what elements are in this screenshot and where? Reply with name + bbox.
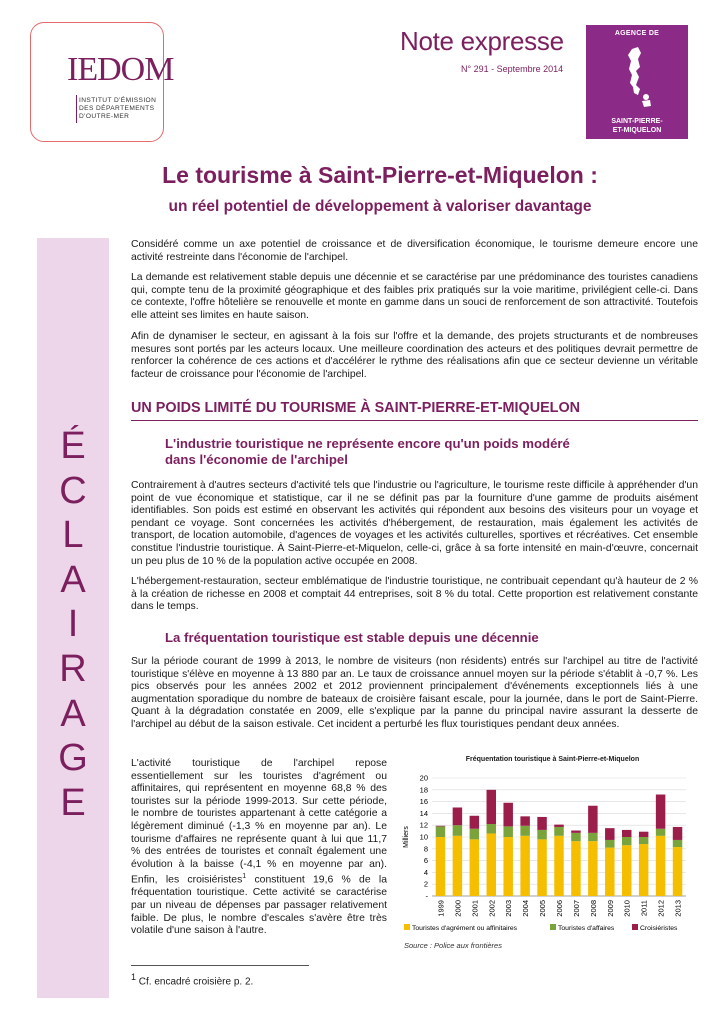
bar-segment — [605, 848, 614, 896]
page-title: Le tourisme à Saint-Pierre-et-Miquelon : — [162, 162, 598, 188]
page-subtitle: un réel potentiel de développement à valoriser davantage — [168, 198, 592, 215]
bar-segment — [656, 829, 665, 836]
logo-divider — [76, 95, 77, 123]
series-title: Note expresse — [400, 26, 564, 56]
bar-segment — [470, 816, 479, 829]
y-tick-label: 16 — [419, 797, 428, 807]
legend-label: Touristes d'agrément ou affinitaires — [412, 925, 518, 932]
bar-segment — [571, 831, 580, 833]
bar-segment — [673, 840, 682, 847]
bar-segment — [639, 837, 648, 844]
footnote: $^1$ Cf. encadré croisière p. 2. — [131, 972, 254, 988]
x-tick-label: 1999 — [436, 900, 446, 917]
x-tick-label: 2002 — [487, 900, 497, 917]
bar-segment — [639, 832, 648, 837]
bar-segment — [436, 826, 445, 837]
x-tick-label: 2011 — [639, 900, 649, 917]
footnote-ref[interactable]: 1 — [242, 873, 247, 881]
bar-segment — [503, 826, 512, 837]
chart-title: Fréquentation touristique à Saint-Pierre-et-Miquelon — [465, 756, 640, 763]
archipelago-map-icon — [616, 45, 660, 111]
x-tick-label: 2007 — [571, 900, 581, 917]
bar-segment — [554, 836, 563, 896]
bar-segment — [470, 839, 479, 896]
legend-swatch — [632, 924, 638, 930]
x-tick-label: 2005 — [538, 900, 548, 917]
subsection-heading: L'industrie touristique ne représente encore qu'un poids modéré dans l'économie de l'archipel — [165, 436, 570, 467]
bar-segment — [622, 845, 631, 896]
tourism-bar-chart — [400, 768, 700, 940]
intro-paragraph: Considéré comme un axe potentiel de croissance et de diversification économique, le tourisme demeure encore une activité restreinte dans l'économie de l'archipel. — [131, 239, 698, 263]
x-tick-label: 2013 — [673, 900, 683, 917]
bar-segment — [622, 830, 631, 837]
x-tick-label: 2009 — [605, 900, 615, 917]
y-tick-label: 8 — [423, 844, 428, 854]
agency-name: SAINT-PIERRE- ET-MIQUELON — [611, 118, 663, 134]
column-paragraph: L'activité touristique de l'archipel repose essentiellement sur les touristes d'agrément ou affinitaires, qui représentent en moyenne 68,8 % des touristes sur la période 1999-2013. Sur cette période, le nombre de touristes appartenant à cette catégorie a légèrement diminué (-1,3 % en moyenne par an). Le tourisme d'affaires ne représente quant à lui que 11,7 % des entrées de touristes et connaît également une évolution à la baisse (-4,1 % en moyenne par an). Enfin, les croisiéristes$^1$ constituent 19,6 % de la fréquentation touristique. Cette activité se caractérise par un niveau de dépenses par passager relativement faible. De plus, le nombre d'escales s'avère être très volatile d'une saison à l'autre. — [131, 758, 387, 937]
y-tick-label: 4 — [423, 867, 428, 877]
agency-badge — [586, 25, 688, 139]
bar-segment — [487, 824, 496, 833]
x-tick-label: 2001 — [470, 900, 480, 917]
bar-segment — [571, 833, 580, 841]
chart-source: Source : Police aux frontières — [404, 941, 502, 950]
bar-segment — [470, 829, 479, 840]
bar-segment — [537, 817, 546, 830]
y-tick-label: 20 — [419, 773, 428, 783]
y-tick-label: 12 — [419, 820, 428, 830]
body-paragraph: Contrairement à d'autres secteurs d'activité tels que l'industrie ou l'agriculture, le tourisme reste difficile à appréhender d'un point de vue économique et statistique, car il ne se définit pas par la fourniture d'une gamme de produits aisément identifiables. Son poids est estimé en observant les activités qui répondent aux besoins des visiteurs pour un voyage et pendant ce voyage. Sont concernées les activités d'hébergement, de restauration, mais également les activités de transport, de location automobile, d'agences de voyages et les activités culturelles, sportives et récréatives. Cet ensemble constitue l'industrie touristique. À Saint-Pierre-et-Miquelon, celle-ci, grâce à sa forte intensité en main-d'œuvre, concernait un peu plus de 10 % de la population active occupée en 2008. — [131, 480, 698, 567]
bar-segment — [571, 841, 580, 896]
x-tick-label: 2012 — [656, 900, 666, 917]
x-tick-label: 2006 — [555, 900, 564, 917]
bar-segment — [436, 837, 445, 896]
x-tick-label: 2000 — [453, 900, 463, 917]
bar-segment — [588, 806, 597, 833]
y-tick-label: 10 — [419, 832, 428, 842]
logo-subtitle: INSTITUT D'ÉMISSION DES DÉPARTEMENTS D'OUTRE-MER — [79, 97, 157, 120]
bar-segment — [605, 840, 614, 848]
x-tick-label: 2008 — [588, 900, 598, 917]
bar-segment — [588, 841, 597, 896]
x-tick-label: 2003 — [504, 900, 514, 917]
y-tick-label: 2 — [423, 879, 428, 889]
bar-segment — [673, 847, 682, 896]
bar-segment — [487, 790, 496, 824]
bar-segment — [588, 833, 597, 841]
section-heading: UN POIDS LIMITÉ DU TOURISME À SAINT-PIERRE-ET-MIQUELON — [131, 400, 581, 416]
y-tick-label: 6 — [423, 856, 428, 866]
bar-segment — [656, 795, 665, 829]
y-tick-label: 18 — [419, 785, 428, 795]
bar-segment — [622, 837, 631, 845]
bar-segment — [656, 836, 665, 896]
side-label-eclairage: É C L A I R A G E — [58, 425, 88, 824]
legend-label: Touristes d'affaires — [558, 925, 615, 932]
issue-number: N° 291 - Septembre 2014 — [461, 64, 564, 74]
intro-paragraph: La demande est relativement stable depuis une décennie et se caractérise par une prédominance des touristes canadiens qui, compte tenu de la proximité géographique et des faibles prix pratiqués sur la voie maritime, privilégient celle-ci. Dans ce contexte, l'offre hôtelière se renouvelle et monte en gamme dans un souci de renforcement de son attractivité. Toutefois elle atteint ses limites en haute saison. — [131, 272, 698, 321]
bar-segment — [503, 803, 512, 827]
y-axis-label: Milliers — [403, 826, 410, 848]
bar-segment — [639, 844, 648, 896]
legend-swatch — [550, 924, 556, 930]
bar-segment — [503, 837, 512, 896]
agency-label: AGENCE DE — [614, 30, 660, 37]
bar-segment — [520, 836, 529, 896]
body-paragraph: L'hébergement-restauration, secteur emblématique de l'industrie touristique, ne contribuait cependant qu'à hauteur de 2 % à la création de richesse en 2008 et comptait 44 entreprises, soit 8 % du total. Cette proportion est relativement constante dans le temps. — [131, 576, 698, 613]
x-tick-label: 2010 — [622, 900, 632, 917]
bar-segment — [520, 826, 529, 836]
logo-wordmark: IEDOM — [67, 51, 174, 88]
bar-segment — [487, 833, 496, 896]
intro-paragraph: Afin de dynamiser le secteur, en agissant à la fois sur l'offre et la demande, des projets structurants et de nombreuses mesures sont portés par les acteurs locaux. Une meilleure coordination des acteurs et des politiques devrait permettre de renforcer la cohérence de ces actions et d'accélérer le rythme des réalisations afin que ce secteur devienne un véritable facteur de croissance pour l'économie de l'archipel. — [131, 331, 698, 380]
bar-segment — [554, 825, 563, 827]
body-paragraph: Sur la période courant de 1999 à 2013, le nombre de visiteurs (non résidents) entrés sur l'archipel au titre de l'activité touristique s'élève en moyenne à 13 880 par an. Le taux de croissance annuel moyen sur la période s'établit à -0,7 %. Les pics observés pour les années 2002 et 2012 proviennent principalement d'événements exceptionnels liés à une augmentation sporadique du nombre de bateaux de croisière faisant escale, pour la journée, dans le port de Saint-Pierre. Quant à la dégradation constatée en 2009, elle s'explique par la panne du principal navire assurant la desserte de l'archipel au début de la saison estivale. Cet incident a perturbé les flux touristiques pendant deux années. — [131, 656, 698, 730]
bar-segment — [453, 836, 462, 896]
bar-segment — [520, 816, 529, 825]
x-tick-label: 2004 — [521, 900, 531, 917]
bar-segment — [436, 826, 445, 827]
section-rule — [131, 420, 698, 421]
bar-segment — [537, 839, 546, 896]
iedom-logo — [30, 22, 174, 142]
footnote-rule — [131, 965, 309, 966]
y-tick-label: 14 — [419, 808, 428, 818]
bar-segment — [537, 830, 546, 839]
legend-label: Croisiéristes — [640, 925, 678, 932]
bar-segment — [554, 827, 563, 836]
bar-segment — [605, 828, 614, 840]
bar-segment — [673, 827, 682, 840]
bar-segment — [453, 808, 462, 826]
subsection-heading: La fréquentation touristique est stable depuis une décennie — [165, 630, 539, 645]
bar-segment — [453, 825, 462, 836]
legend-swatch — [404, 924, 410, 930]
y-tick-label: - — [425, 891, 428, 901]
